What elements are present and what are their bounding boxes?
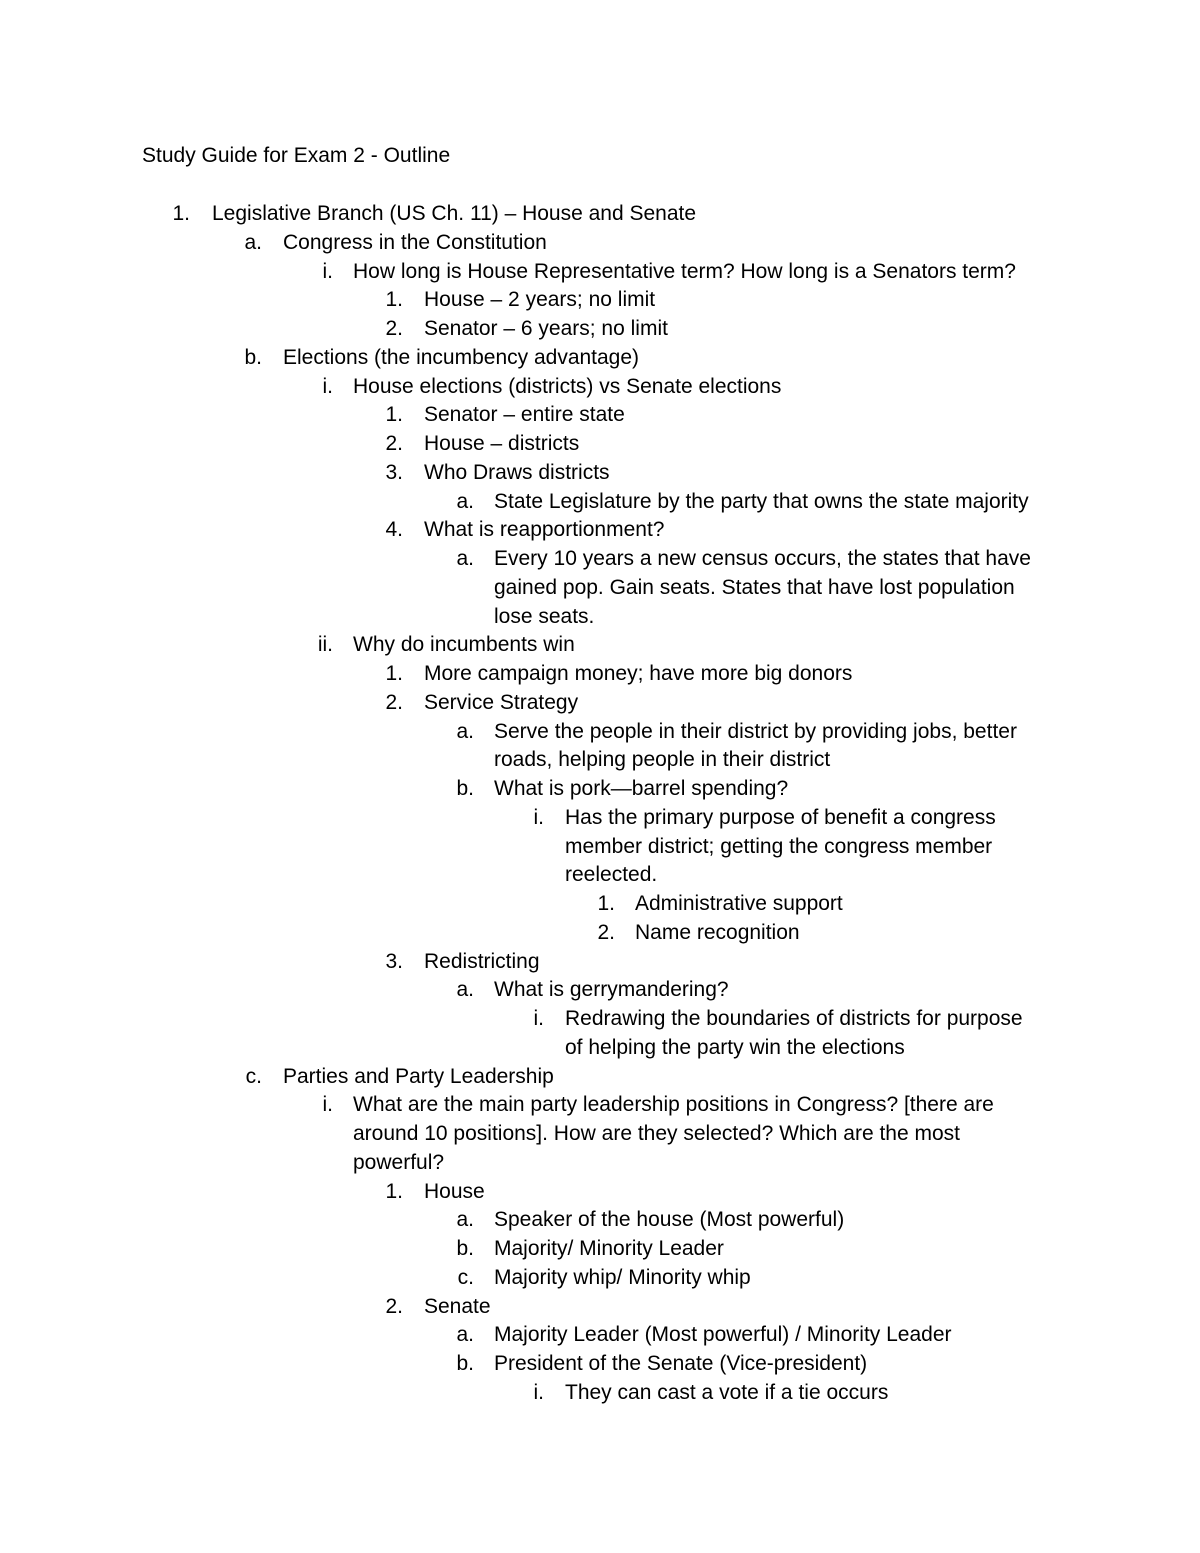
outline-item xyxy=(0,804,1200,833)
outline-item xyxy=(0,373,1200,402)
outline-marker: b. xyxy=(456,777,474,800)
outline-text: Elections (the incumbency advantage) xyxy=(283,345,640,369)
outline-item xyxy=(0,775,1200,804)
outline-item xyxy=(0,1264,1200,1293)
outline-item xyxy=(0,689,1200,718)
outline-item xyxy=(0,286,1200,315)
outline-marker: 1. xyxy=(172,202,190,225)
outline-item xyxy=(0,229,1200,258)
outline-text: What is pork—barrel spending? xyxy=(494,777,789,800)
outline-text: What are the main party leadership positions in Congress? [there are xyxy=(353,1093,994,1117)
outline-text: More campaign money; have more big donors xyxy=(424,662,853,685)
outline-marker: i. xyxy=(322,1093,333,1117)
outline-item xyxy=(0,344,1200,373)
outline-marker: 1. xyxy=(385,662,403,685)
outline-text: Redrawing the boundaries of districts for purpose xyxy=(565,1007,1023,1030)
outline-text: State Legislature by the party that owns the state majority xyxy=(494,489,1029,513)
outline-text: What is gerrymandering? xyxy=(494,978,729,1002)
outline-item xyxy=(0,1091,1200,1120)
outline-marker: 4. xyxy=(385,518,403,542)
outline-item xyxy=(0,430,1200,459)
outline-item xyxy=(0,890,1200,919)
outline-marker: a. xyxy=(456,1208,474,1232)
outline-item xyxy=(0,1063,1200,1092)
outline-marker: b. xyxy=(456,1237,474,1260)
outline-text: How long is House Representative term? How long is a Senators term? xyxy=(353,259,1016,283)
outline-item xyxy=(0,919,1200,948)
outline-marker: 2. xyxy=(385,317,403,340)
outline-text: gained pop. Gain seats. States that have lost population xyxy=(494,575,1015,599)
outline-item xyxy=(0,1206,1200,1235)
outline-text: Why do incumbents win xyxy=(353,633,575,657)
outline-text: Congress in the Constitution xyxy=(283,230,547,254)
outline-text: Majority whip/ Minority whip xyxy=(494,1265,751,1289)
outline-item xyxy=(0,1235,1200,1264)
outline-text: House – 2 years; no limit xyxy=(424,288,656,312)
outline-item xyxy=(0,200,1200,229)
outline-item xyxy=(0,631,1200,660)
outline-item xyxy=(0,603,1200,632)
outline-marker: ii. xyxy=(317,633,333,657)
outline-marker: a. xyxy=(244,230,262,254)
outline-text: Service Strategy xyxy=(424,690,579,714)
outline-item xyxy=(0,545,1200,574)
outline-marker: c. xyxy=(457,1265,474,1289)
outline-text: Majority/ Minority Leader xyxy=(494,1237,724,1260)
outline-marker: 1. xyxy=(597,892,615,915)
outline-item xyxy=(0,1005,1200,1034)
outline-item xyxy=(0,1034,1200,1063)
outline-item xyxy=(0,861,1200,890)
outline-marker: 2. xyxy=(385,1294,403,1318)
outline-text: roads, helping people in their district xyxy=(494,748,831,772)
outline-marker: a. xyxy=(456,719,474,743)
outline-text: House – districts xyxy=(424,432,580,455)
outline-marker: c. xyxy=(245,1064,262,1088)
outline-text: House elections (districts) vs Senate elections xyxy=(353,374,782,398)
outline-marker: 3. xyxy=(385,949,403,973)
outline-marker: a. xyxy=(456,489,474,513)
outline-text: Redistricting xyxy=(424,949,540,973)
outline-text: Has the primary purpose of benefit a congress xyxy=(565,805,996,829)
outline-marker: i. xyxy=(322,259,333,283)
outline-item xyxy=(0,315,1200,344)
outline-item xyxy=(0,976,1200,1005)
outline-marker: b. xyxy=(456,1352,474,1375)
outline-marker: 2. xyxy=(597,920,615,944)
outline-marker: b. xyxy=(244,345,262,369)
outline-item xyxy=(0,1350,1200,1379)
outline-marker: a. xyxy=(456,1323,474,1347)
outline-item xyxy=(0,574,1200,603)
outline-text: Senator – 6 years; no limit xyxy=(424,317,668,340)
outline-text: Name recognition xyxy=(635,920,800,944)
outline-text: Administrative support xyxy=(635,892,843,915)
outline-marker: a. xyxy=(456,547,474,570)
outline-text: Senator – entire state xyxy=(424,403,625,427)
outline-text: of helping the party win the elections xyxy=(565,1035,905,1059)
outline-marker: 3. xyxy=(385,460,403,484)
outline-item xyxy=(0,718,1200,747)
outline-item xyxy=(0,1149,1200,1178)
outline-item xyxy=(0,1178,1200,1207)
outline-text: lose seats. xyxy=(494,604,595,628)
outline-text: What is reapportionment? xyxy=(424,518,665,542)
outline-marker: 2. xyxy=(385,432,403,455)
outline-marker: 1. xyxy=(385,1179,403,1203)
outline-item xyxy=(0,459,1200,488)
outline-marker: i. xyxy=(533,805,544,829)
outline-item xyxy=(0,660,1200,689)
outline-text: Majority Leader (Most powerful) / Minority Leader xyxy=(494,1323,952,1347)
outline-item xyxy=(0,1120,1200,1149)
outline-marker: i. xyxy=(533,1380,544,1404)
outline-marker: a. xyxy=(456,978,474,1002)
outline-text: Serve the people in their district by providing jobs, better xyxy=(494,719,1017,743)
outline-item xyxy=(0,833,1200,862)
outline-item xyxy=(0,1379,1200,1408)
outline-text: Speaker of the house (Most powerful) xyxy=(494,1208,845,1232)
outline-text: President of the Senate (Vice-president) xyxy=(494,1352,868,1375)
outline-text: member district; getting the congress member xyxy=(565,834,993,858)
outline-text: around 10 positions]. How are they selected? Which are the most xyxy=(353,1122,960,1145)
outline-item xyxy=(0,1293,1200,1322)
outline-text: They can cast a vote if a tie occurs xyxy=(565,1380,889,1404)
outline-item xyxy=(0,1321,1200,1350)
outline-text: Legislative Branch (US Ch. 11) – House and Senate xyxy=(212,202,697,225)
outline-item xyxy=(0,258,1200,287)
outline-item xyxy=(0,516,1200,545)
outline-item xyxy=(0,948,1200,977)
outline-marker: 2. xyxy=(385,690,403,714)
outline-marker: i. xyxy=(322,374,333,398)
outline-text: Who Draws districts xyxy=(424,460,610,484)
outline-item xyxy=(0,746,1200,775)
outline-text: Senate xyxy=(424,1294,491,1318)
outline-item xyxy=(0,401,1200,430)
outline-item xyxy=(0,488,1200,517)
outline-marker: 1. xyxy=(385,288,403,312)
outline-text: House xyxy=(424,1179,485,1203)
outline-marker: 1. xyxy=(385,403,403,427)
outline-marker: i. xyxy=(533,1007,544,1030)
outline-text: powerful? xyxy=(353,1150,445,1174)
outline-text: reelected. xyxy=(565,863,658,887)
outline-text: Parties and Party Leadership xyxy=(283,1064,554,1088)
outline-text: Every 10 years a new census occurs, the states that have xyxy=(494,547,1031,570)
document-title: Study Guide for Exam 2 - Outline xyxy=(142,144,451,167)
outline-list xyxy=(0,200,1200,1408)
